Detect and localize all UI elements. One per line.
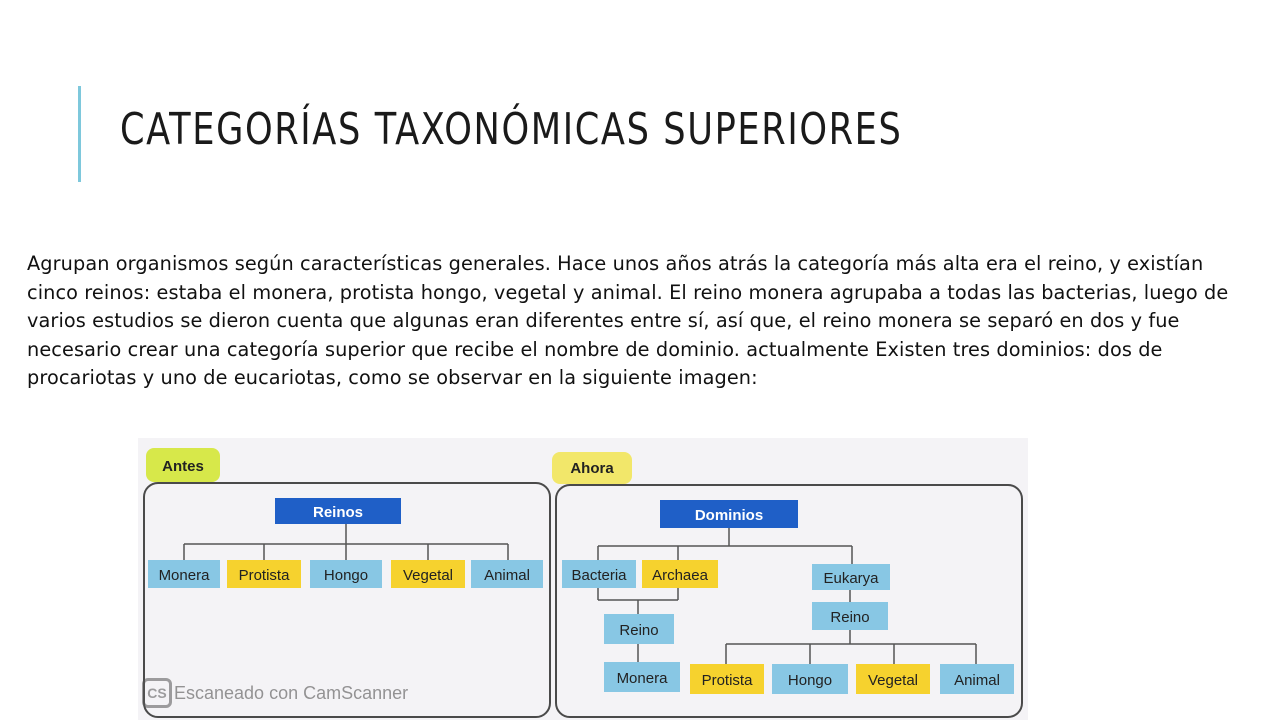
ahora-label-archaea: Archaea [652,567,708,584]
antes-label-animal: Animal [484,567,530,584]
slide-title: CATEGORÍAS TAXONÓMICAS SUPERIORES [120,104,903,155]
ahora-label-reino-prokaryote: Reino [619,622,659,639]
ahora-label-bacteria: Bacteria [571,567,627,584]
camscanner-watermark-text: Escaneado con CamScanner [174,682,409,703]
ahora-label-animal: Animal [954,672,1000,689]
ahora-label-protista: Protista [701,672,753,689]
ahora-root-label: Dominios [694,507,764,524]
antes-root-label: Reinos [312,504,364,521]
ahora-label-monera: Monera [616,670,668,687]
ahora-label-eukarya: Eukarya [823,570,879,587]
ahora-tag-label: Ahora [570,460,614,477]
ahora-label-reino-eukarya: Reino [830,609,870,626]
antes-label-monera: Monera [158,567,210,584]
antes-label-hongo: Hongo [323,567,369,584]
camscanner-logo-icon: CS [142,678,172,708]
antes-label-vegetal: Vegetal [402,567,454,584]
taxonomy-diagram-image [138,438,1028,720]
slide-body-text: Agrupan organismos según características generales. Hace unos años atrás la categoría más alta era el reino, y existían cinco reinos: estaba el monera, protista hongo, vegetal y animal. El reino monera agrupaba a todas las bacterias, luego de varios estudios se dieron cuenta que algunas eran diferentes entre sí, así que, el reino monera se separó en dos y fue necesario crear una categoría superior que recibe el nombre de dominio. actualmente Existen tres dominios: dos de procariotas y uno de eucariotas, como se observar en la siguiente imagen: [27,252,1229,389]
antes-tag-label: Antes [162,458,204,475]
ahora-label-hongo: Hongo [787,672,833,689]
title-accent-bar [78,86,81,182]
antes-label-protista: Protista [238,567,290,584]
camscanner-watermark [142,678,408,708]
ahora-label-vegetal: Vegetal [867,672,919,689]
